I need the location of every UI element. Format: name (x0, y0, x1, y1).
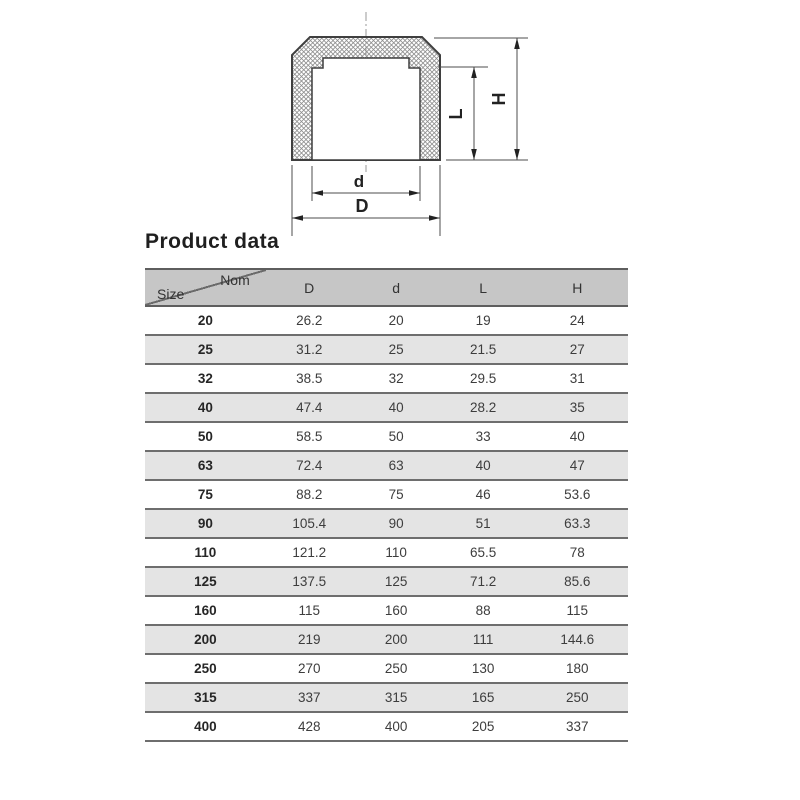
size-cell: 125 (145, 567, 266, 596)
table-row (145, 625, 628, 654)
corner-cell (145, 269, 266, 306)
value-cell: 137.5 (266, 567, 353, 596)
value-cell: 115 (266, 596, 353, 625)
value-cell: 144.6 (527, 625, 628, 654)
value-cell: 31 (527, 364, 628, 393)
dim-label-H: H (489, 92, 509, 106)
table-row (145, 567, 628, 596)
value-cell: 180 (527, 654, 628, 683)
value-cell: 32 (353, 364, 440, 393)
size-cell: 315 (145, 683, 266, 712)
value-cell: 51 (440, 509, 527, 538)
table-row (145, 451, 628, 480)
value-cell: 105.4 (266, 509, 353, 538)
size-cell: 50 (145, 422, 266, 451)
size-cell: 160 (145, 596, 266, 625)
size-cell: 400 (145, 712, 266, 741)
table-row (145, 393, 628, 422)
size-cell: 75 (145, 480, 266, 509)
size-cell: 250 (145, 654, 266, 683)
value-cell: 428 (266, 712, 353, 741)
value-cell: 75 (353, 480, 440, 509)
value-cell: 38.5 (266, 364, 353, 393)
value-cell: 24 (527, 306, 628, 335)
value-cell: 53.6 (527, 480, 628, 509)
value-cell: 337 (527, 712, 628, 741)
value-cell: 29.5 (440, 364, 527, 393)
value-cell: 85.6 (527, 567, 628, 596)
table-row (145, 364, 628, 393)
value-cell: 110 (353, 538, 440, 567)
value-cell: 72.4 (266, 451, 353, 480)
value-cell: 115 (527, 596, 628, 625)
dimension-H (489, 38, 520, 160)
dimension-d (312, 172, 420, 196)
value-cell: 315 (353, 683, 440, 712)
size-cell: 63 (145, 451, 266, 480)
table-row (145, 509, 628, 538)
col-header-L: L (440, 269, 527, 306)
value-cell: 400 (353, 712, 440, 741)
dimension-L (446, 67, 477, 160)
table-body (145, 306, 628, 741)
value-cell: 40 (440, 451, 527, 480)
size-cell: 32 (145, 364, 266, 393)
value-cell: 200 (353, 625, 440, 654)
size-cell: 90 (145, 509, 266, 538)
value-cell: 20 (353, 306, 440, 335)
value-cell: 205 (440, 712, 527, 741)
table-row (145, 654, 628, 683)
value-cell: 19 (440, 306, 527, 335)
table-row (145, 683, 628, 712)
value-cell: 65.5 (440, 538, 527, 567)
size-cell: 20 (145, 306, 266, 335)
table-row (145, 306, 628, 335)
value-cell: 40 (353, 393, 440, 422)
value-cell: 337 (266, 683, 353, 712)
size-cell: 40 (145, 393, 266, 422)
page-title: Product data (145, 230, 280, 253)
col-header-D: D (266, 269, 353, 306)
cap-technical-drawing (270, 5, 550, 240)
value-cell: 28.2 (440, 393, 527, 422)
value-cell: 219 (266, 625, 353, 654)
value-cell: 21.5 (440, 335, 527, 364)
col-header-H: H (527, 269, 628, 306)
corner-label-size: Size (157, 286, 185, 302)
value-cell: 26.2 (266, 306, 353, 335)
value-cell: 250 (527, 683, 628, 712)
value-cell: 250 (353, 654, 440, 683)
value-cell: 165 (440, 683, 527, 712)
value-cell: 33 (440, 422, 527, 451)
table-row (145, 480, 628, 509)
value-cell: 125 (353, 567, 440, 596)
table-row (145, 596, 628, 625)
value-cell: 63.3 (527, 509, 628, 538)
cap-cavity (312, 58, 420, 160)
corner-label-nom: Nom (220, 272, 250, 288)
value-cell: 160 (353, 596, 440, 625)
dimension-D (292, 196, 440, 221)
value-cell: 31.2 (266, 335, 353, 364)
table-row (145, 538, 628, 567)
value-cell: 58.5 (266, 422, 353, 451)
size-cell: 25 (145, 335, 266, 364)
value-cell: 46 (440, 480, 527, 509)
value-cell: 121.2 (266, 538, 353, 567)
size-cell: 110 (145, 538, 266, 567)
value-cell: 78 (527, 538, 628, 567)
value-cell: 27 (527, 335, 628, 364)
col-header-d: d (353, 269, 440, 306)
value-cell: 270 (266, 654, 353, 683)
value-cell: 47.4 (266, 393, 353, 422)
value-cell: 63 (353, 451, 440, 480)
value-cell: 35 (527, 393, 628, 422)
dim-label-L: L (446, 108, 466, 120)
table-row (145, 422, 628, 451)
value-cell: 88 (440, 596, 527, 625)
table-row (145, 712, 628, 741)
value-cell: 25 (353, 335, 440, 364)
value-cell: 111 (440, 625, 527, 654)
value-cell: 90 (353, 509, 440, 538)
value-cell: 71.2 (440, 567, 527, 596)
size-cell: 200 (145, 625, 266, 654)
header-row (145, 269, 628, 306)
value-cell: 50 (353, 422, 440, 451)
value-cell: 40 (527, 422, 628, 451)
value-cell: 130 (440, 654, 527, 683)
value-cell: 47 (527, 451, 628, 480)
value-cell: 88.2 (266, 480, 353, 509)
product-data-table (145, 268, 628, 742)
dim-label-D: D (355, 196, 369, 216)
table-row (145, 335, 628, 364)
dim-label-d: d (353, 172, 365, 191)
